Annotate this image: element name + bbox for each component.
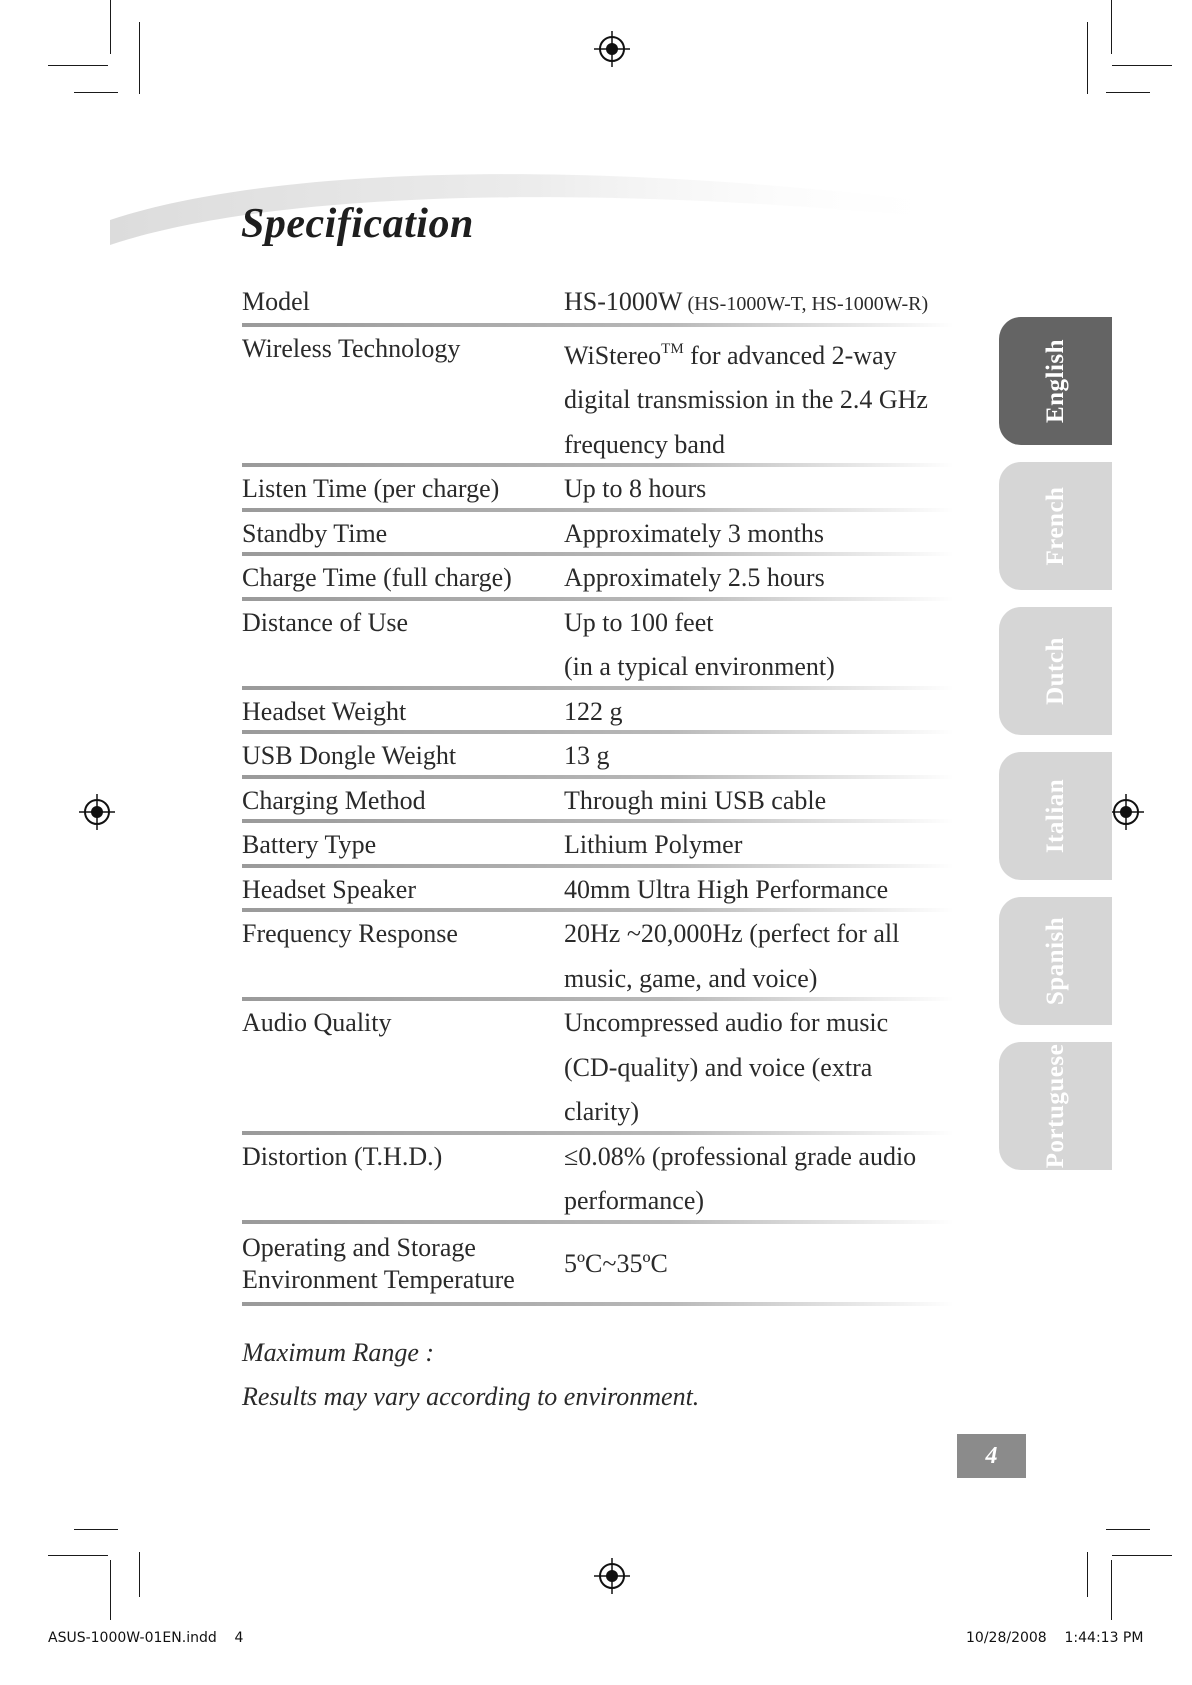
spec-row (242, 1135, 954, 1224)
spec-label-line: Environment Temperature (242, 1264, 515, 1294)
wistereo-text: WiStereo (564, 340, 662, 370)
tab-label: Dutch (1041, 637, 1069, 705)
slug-time: 1:44:13 PM (1064, 1630, 1144, 1646)
spec-label: Distance of Use (242, 607, 409, 637)
spec-row (242, 512, 954, 557)
spec-label: Distortion (T.H.D.) (242, 1141, 443, 1171)
spec-label: Standby Time (242, 518, 388, 548)
crop-mark (110, 1560, 111, 1620)
tab-french[interactable] (999, 462, 1112, 590)
spec-row (242, 467, 954, 512)
wireless-text: for advanced 2-way (683, 340, 897, 370)
spec-value: Approximately 3 months (564, 518, 824, 548)
tab-english[interactable] (999, 317, 1112, 445)
spec-label: Charging Method (242, 785, 426, 815)
spec-value: Up to 8 hours (564, 474, 707, 503)
spec-value (564, 1135, 954, 1224)
registration-mark-icon (594, 31, 630, 67)
crop-mark (139, 22, 140, 94)
spec-value-line (564, 327, 954, 379)
tab-label: English (1041, 338, 1069, 424)
spec-value: 13 g (564, 741, 610, 770)
spec-label-line: Operating and Storage (242, 1232, 476, 1262)
spec-row (242, 1224, 954, 1306)
spec-label: Listen Time (per charge) (242, 474, 500, 503)
spec-value-line: digital transmission in the 2.4 GHz (564, 385, 928, 414)
range-note-text: Results may vary according to environment. (242, 1382, 700, 1411)
crop-mark (48, 1555, 108, 1556)
spec-label: USB Dongle Weight (242, 741, 457, 770)
spec-value (564, 327, 954, 468)
registration-mark-icon (1108, 794, 1144, 830)
spec-row (242, 823, 954, 868)
spec-value (564, 912, 954, 1001)
crop-mark (1111, 1560, 1112, 1620)
trademark-symbol: TM (661, 340, 684, 357)
spec-value-line: (in a typical environment) (564, 652, 835, 681)
slug-timestamp (966, 1630, 1143, 1646)
spec-label: Charge Time (full charge) (242, 563, 512, 592)
crop-mark (1106, 1529, 1150, 1530)
spec-row (242, 556, 954, 601)
slug-date: 10/28/2008 (966, 1630, 1047, 1646)
tab-portuguese[interactable] (999, 1042, 1112, 1170)
spec-value (564, 280, 954, 327)
spec-row (242, 912, 954, 1001)
crop-mark (1087, 1552, 1088, 1597)
spec-value (564, 1001, 954, 1135)
tab-label: Italian (1041, 778, 1069, 854)
crop-mark (74, 1529, 118, 1530)
model-variants: (HS-1000W-T, HS-1000W-R) (682, 293, 929, 315)
crop-mark (110, 0, 111, 54)
spec-value-line: 20Hz ~20,000Hz (perfect for all (564, 919, 900, 948)
model-name: HS-1000W (564, 287, 683, 316)
crop-mark (1111, 0, 1112, 54)
spec-row (242, 327, 954, 468)
spec-table (242, 280, 954, 1306)
crop-mark (1087, 22, 1088, 94)
spec-row (242, 779, 954, 824)
spec-value: Approximately 2.5 hours (564, 563, 825, 592)
spec-value-line: clarity) (564, 1097, 640, 1126)
spec-row (242, 601, 954, 690)
spec-row (242, 1001, 954, 1135)
spec-row (242, 868, 954, 913)
spec-value-line: ≤0.08% (professional grade audio (564, 1141, 917, 1171)
spec-value: 122 g (564, 696, 623, 726)
crop-mark (74, 92, 118, 93)
spec-value: Through mini USB cable (564, 785, 827, 815)
crop-mark (139, 1552, 140, 1597)
spec-label: Audio Quality (242, 1008, 392, 1037)
spec-label: Headset Speaker (242, 874, 416, 904)
spec-label: Frequency Response (242, 919, 458, 948)
spec-value-line: performance) (564, 1186, 705, 1215)
spec-value-line: frequency band (564, 429, 725, 459)
spec-value-line: music, game, and voice) (564, 963, 818, 993)
spec-value-line: Up to 100 feet (564, 607, 714, 637)
spec-label: Headset Weight (242, 696, 407, 726)
spec-label: Wireless Technology (242, 333, 461, 363)
spec-value-line: Uncompressed audio for music (564, 1008, 889, 1037)
spec-value (564, 601, 954, 690)
spec-row (242, 734, 954, 779)
spec-value: 5ºC~35ºC (564, 1249, 668, 1279)
page-number: 4 (957, 1434, 1026, 1478)
crop-mark (48, 65, 108, 66)
tab-label: Spanish (1041, 916, 1069, 1006)
spec-row (242, 690, 954, 735)
tab-italian[interactable] (999, 752, 1112, 880)
tab-spanish[interactable] (999, 897, 1112, 1025)
spec-value: Lithium Polymer (564, 830, 743, 859)
spec-label: Model (242, 287, 310, 316)
tab-label: French (1041, 486, 1069, 566)
spec-label (242, 1224, 564, 1306)
slug-file (48, 1630, 243, 1646)
tab-dutch[interactable] (999, 607, 1112, 735)
slug-page: 4 (234, 1630, 244, 1646)
crop-mark (1112, 65, 1172, 66)
registration-mark-icon (594, 1558, 630, 1594)
spec-value: 40mm Ultra High Performance (564, 874, 889, 904)
spec-row (242, 280, 954, 327)
slug-filename: ASUS-1000W-01EN.indd (48, 1630, 217, 1646)
page-title: Specification (241, 201, 474, 247)
title-swoosh (110, 165, 960, 245)
registration-mark-icon (79, 794, 115, 830)
crop-mark (1112, 1555, 1172, 1556)
tab-label: Portuguese (1041, 1043, 1069, 1169)
crop-mark (1106, 92, 1150, 93)
spec-value-line: (CD-quality) and voice (extra (564, 1052, 873, 1082)
spec-label: Battery Type (242, 830, 377, 859)
range-note-heading: Maximum Range : (242, 1338, 435, 1367)
